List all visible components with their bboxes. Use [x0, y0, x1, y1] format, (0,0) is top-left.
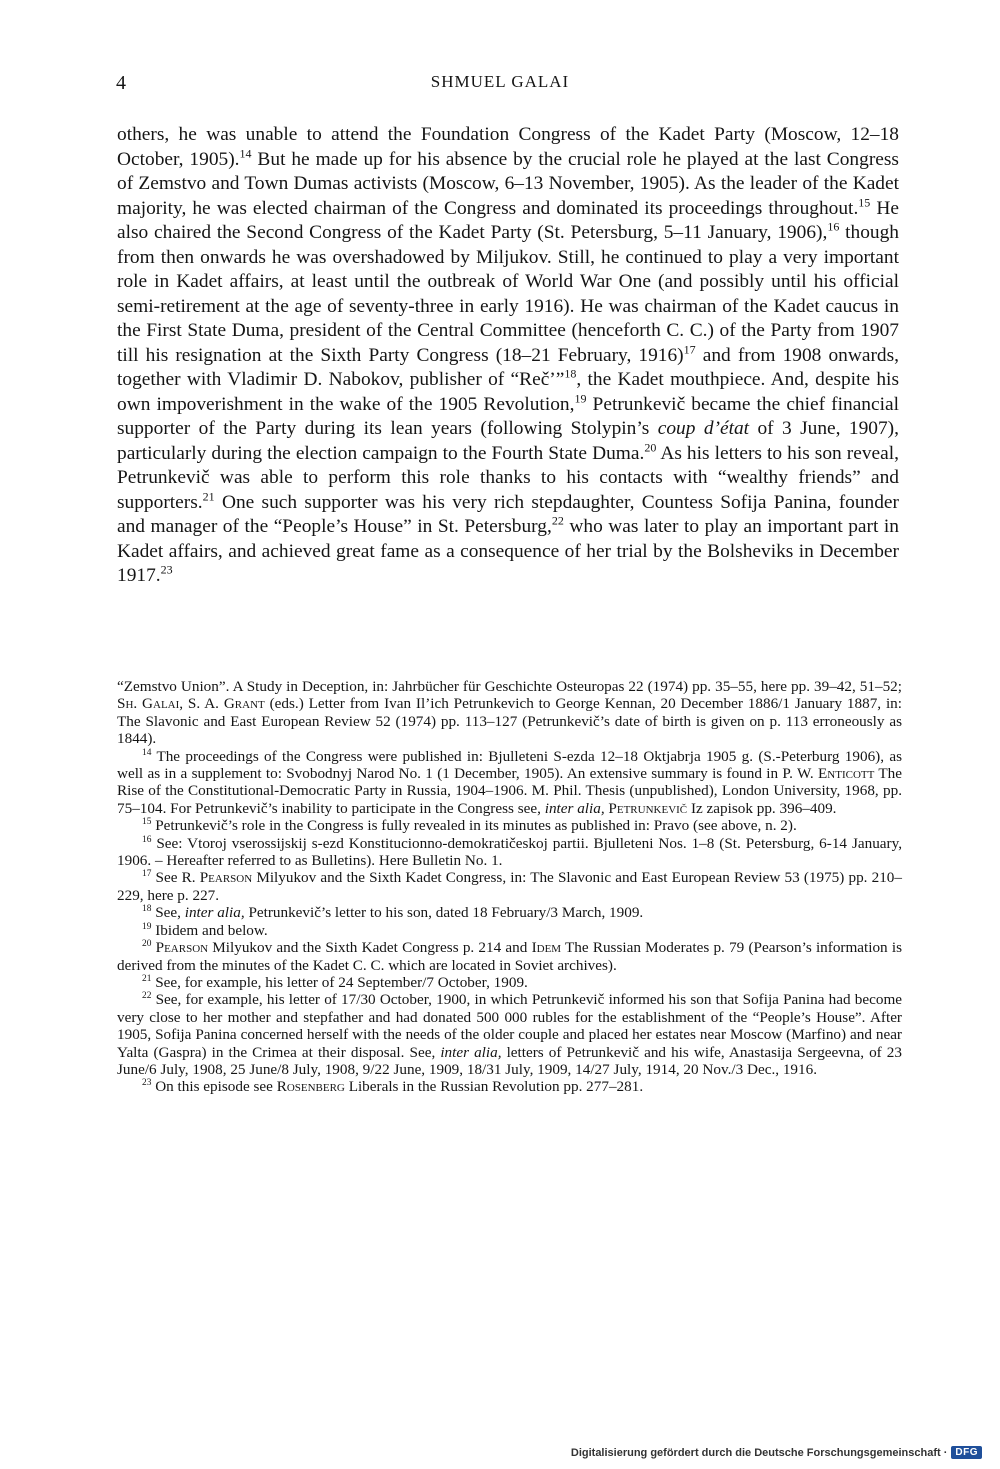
- footnote-ref: 21: [202, 489, 215, 504]
- footnote-ref: 19: [574, 391, 587, 406]
- footnote-ref: 17: [683, 342, 696, 357]
- page-number: 4: [116, 72, 126, 94]
- footnote-ref: 16: [827, 219, 840, 234]
- footnote-ref: 23: [160, 562, 173, 577]
- running-header: [0, 72, 1000, 92]
- footnote-16: $^{16}$ See: Vtoroj vserossijskij s-ezd Konstitucionno-demokratičeskoj partii. Bjulleteni Nos. 1–8 (St. Petersburg, 6-14 January, 1906. – Hereafter referred to as Bulletins). Here Bulletin No. 1.: [117, 834, 902, 870]
- footnote-ref: 15: [858, 195, 871, 210]
- header-name-rest: HMUEL: [441, 72, 512, 91]
- footnote-ref: 20: [644, 440, 657, 455]
- digitization-footer: [571, 1446, 982, 1459]
- footnote-ref: 22: [551, 513, 564, 528]
- main-paragraph: others, he was unable to attend the Foundation Congress of the Kadet Party (Moscow, 12–18 October, 1905).$^{14}$ But he made up for his absence by the crucial role he played at the last Congress of Zemstvo and Town Dumas activists (Moscow, 6–13 November, 1905). As the leader of the Kadet majority, he was elected chairman of the Congress and dominated its proceedings throughout.$^{15}$ He also chaired the Second Congress of the Kadet Party (St. Petersburg, 5–11 January, 1906),$^{16}$ though from then onwards he was overshadowed by Miljukov. Still, he continued to play a very important role in Kadet affairs, at least until the outbreak of World War One (and possibly until his official semi-retirement at the age of seventy-three in early 1916). He was chairman of the Kadet caucus in the First State Duma, president of the Central Committee (henceforth C. C.) of the Party from 1907 till his resignation at the Sixth Party Congress (18–21 February, 1916)$^{17}$ and from 1908 onwards, together with Vladimir D. Nabokov, publisher of “Reč’”$^{18}$, the Kadet mouthpiece. And, despite his own impoverishment in the wake of the 1905 Revolution,$^{19}$ Petrunkevič became the chief financial supporter of the Party during its lean years (following Stolypin’s coup d’état of 3 June, 1907), particularly during the election campaign to the Fourth State Duma.$^{20}$ As his letters to his son reveal, Petrunkevič was able to perform this role thanks to his contacts with “wealthy friends” and supporters.$^{21}$ One such supporter was his very rich stepdaughter, Countess Sofija Panina, founder and manager of the “People’s House” in St. Petersburg,$^{22}$ who was later to play an important part in Kadet affairs, and achieved great fame as a consequence of her trial by the Bolsheviks in December 1917.23: [117, 124, 899, 586]
- footnote-22: $^{22}$ See, for example, his letter of 17/30 October, 1900, in which Petrunkevič informed his son that Sofija Panina had become very close to her mother and stepfather and had donated 500 000 rubles for the establishment of the “People’s House”. After 1905, Sofija Panina concerned herself with the needs of the older couple and placed her estates near Moscow (Marfino) and near Yalta (Gaspra) in the Crimea at their disposal. See, inter alia, letters of Petrunkevič and his wife, Anastasija Sergeevna, of 23 June/6 July, 1908, 25 June/8 July, 1908, 9/22 June, 1909, 18/31 July, 1909, 14/27 July, 1914, 20 Nov./3 Dec., 1916.: [117, 991, 902, 1078]
- header-initial-2: G: [511, 72, 525, 91]
- footnote-20: $^{20}$ Pearson Milyukov and the Sixth Kadet Congress p. 214 and Idem The Russian Moderates p. 79 (Pearson’s information is derived from the minutes of the Kadet C. C. which are located in Soviet archives).: [117, 939, 902, 974]
- footnote-23: $^{23}$ On this episode see Rosenberg Liberals in the Russian Revolution pp. 277–281.: [142, 1078, 644, 1096]
- footnote-21: $^{21}$ See, for example, his letter of 24 September/7 October, 1909.: [142, 973, 528, 991]
- footnote-14: $^{14}$ The proceedings of the Congress were published in: Bjulleteni S-ezda 12–18 Oktjabrja 1905 g. (S.-Peterburg 1906), as well as in a supplement to: Svobodnyj Narod No. 1 (1 December, 1905). An extensive summary is found in P. W. Enticott The Rise of the Constitutional-Democratic Party in Russia, 1904–1906. M. Phil. Thesis (unpublished), London University, 1968, pp. 75–104. For Petrunkevič’s inability to participate in the Congress see, inter alia, Petrunkevič Iz zapisok pp. 396–409.: [117, 747, 902, 817]
- funding-notice: Digitalisierung gefördert durch die Deutsche Forschungsgemeinschaft ·: [570, 1446, 948, 1459]
- footnote-15: $^{15}$ Petrunkevič’s role in the Congress is fully revealed in its minutes as published in: Pravo (see above, n. 2).: [142, 817, 797, 835]
- header-initial: S: [430, 72, 442, 91]
- footnotes: [117, 678, 902, 1096]
- footnote-17: $^{17}$ See R. Pearson Milyukov and the Sixth Kadet Congress, in: The Slavonic and East European Review 53 (1975) pp. 210–229, here p. 227.: [117, 869, 902, 904]
- footnote-ref: 18: [564, 366, 577, 381]
- footnote-ref: 14: [239, 146, 252, 161]
- footnote-19: $^{19}$ Ibidem and below.: [142, 921, 268, 939]
- dfg-logo: DFG: [951, 1446, 982, 1459]
- footnote-continued: “Zemstvo Union”. A Study in Deception, in: Jahrbücher für Geschichte Osteuropas 22 (1974) pp. 35–55, here pp. 39–42, 51–52; Sh. Galai, S. A. Grant (eds.) Letter from Ivan Il’ich Petrunkevich to George Kennan, 20 December 1886/1 January 1887, in: The Slavonic and East European Review 52 (1974) pp. 113–127 (Petrunkevič’s date of birth is given on p. 113 erroneously as 1844).: [117, 678, 902, 748]
- header-surname-rest: ALAI: [524, 72, 570, 91]
- footnote-18: $^{18}$ See, inter alia, Petrunkevič’s letter to his son, dated 18 February/3 March, 1909.: [142, 904, 644, 922]
